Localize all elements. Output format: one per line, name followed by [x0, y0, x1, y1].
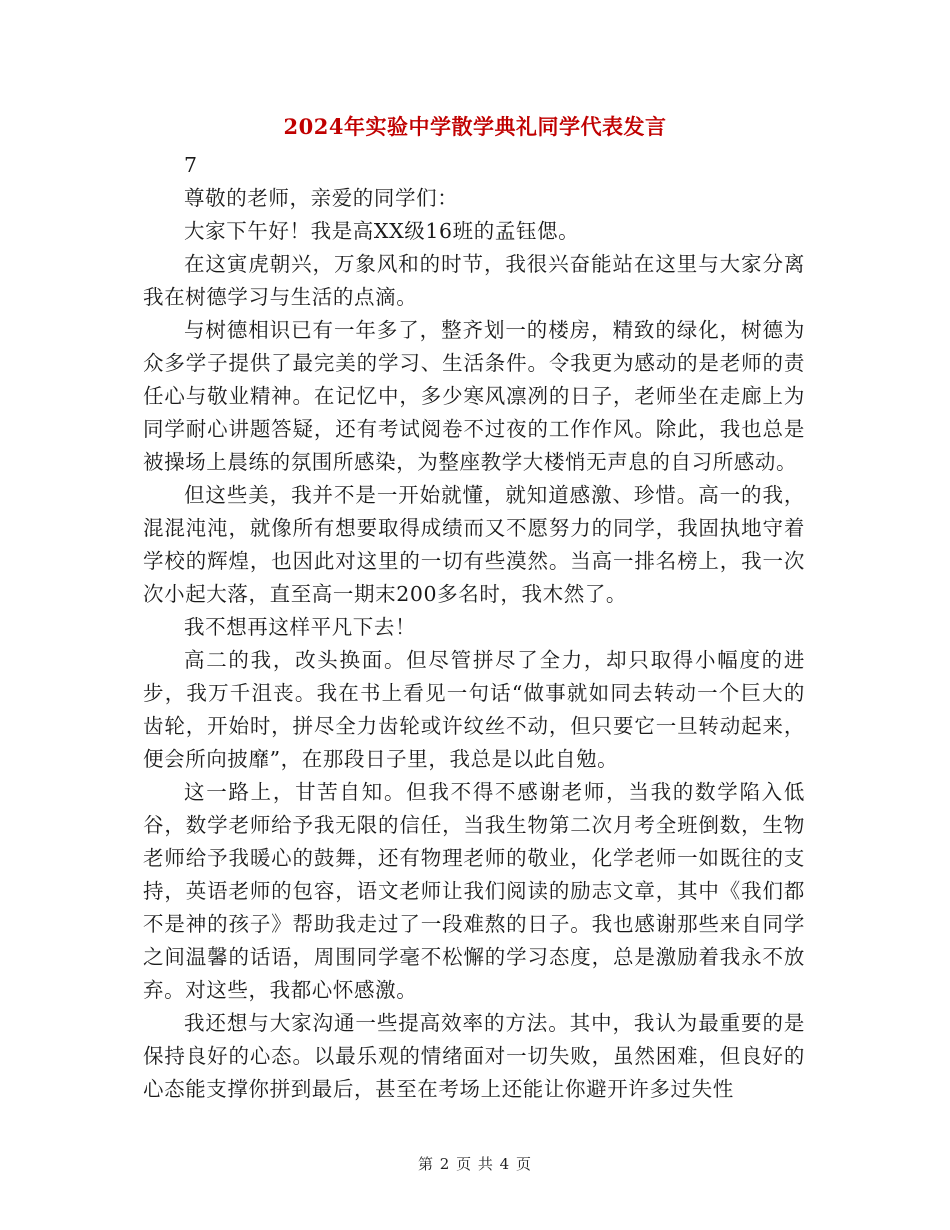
paragraph: 我不想再这样平凡下去！ [184, 615, 417, 639]
paragraph: 在这寅虎朝兴，万象风和的时节，我很兴奋能站在这里与大家分离我在树德学习与生活的点滴。 [143, 252, 805, 309]
paragraph: 7 [184, 153, 198, 177]
paragraph: 这一路上，甘苦自知。但我不得不感谢老师，当我的数学陷入低谷，数学老师给予我无限的信任，当我生物第二次月考全班倒数，生物老师给予我暖心的鼓舞，还有物理老师的敬业，化学老师一如既往的支持，英语老师的包容，语文老师让我们阅读的励志文章，其中《我们都不是神的孩子》帮助我走过了一段难熬的日子。我也感谢那些来自同学之间温馨的话语，周围同学毫不松懈的学习态度，总是激励着我永不放弃。对这些，我都心怀感激。 [143, 780, 805, 1002]
document-title: 2024年实验中学散学典礼同学代表发言 [283, 114, 667, 139]
paragraph: 但这些美，我并不是一开始就懂，就知道感激、珍惜。高一的我，混混沌沌，就像所有想要取得成绩而又不愿努力的同学，我固执地守着学校的辉煌，也因此对这里的一切有些漠然。当高一排名榜上，我一次次小起大落，直至高一期末200多名时，我木然了。 [143, 483, 805, 606]
paragraph: 尊敬的老师，亲爱的同学们： [184, 186, 459, 210]
paragraph: 高二的我，改头换面。但尽管拼尽了全力，却只取得小幅度的进步，我万千沮丧。我在书上看见一句话“做事就如同去转动一个巨大的齿轮，开始时，拼尽全力齿轮或许纹丝不动，但只要它一旦转动起来，便会所向披靡”，在那段日子里，我总是以此自勉。 [143, 648, 805, 771]
paragraph: 大家下午好！我是高XX级16班的孟钰偲。 [184, 219, 580, 243]
paragraph: 我还想与大家沟通一些提高效率的方法。其中，我认为最重要的是保持良好的心态。以最乐观的情绪面对一切失败，虽然困难，但良好的心态能支撑你拼到最后，甚至在考场上还能让你避开许多过失性 [143, 1011, 805, 1101]
document-body [143, 149, 805, 1106]
page-footer: 第 2 页 共 4 页 [418, 1155, 532, 1173]
paragraph: 与树德相识已有一年多了，整齐划一的楼房，精致的绿化，树德为众多学子提供了最完美的学习、生活条件。令我更为感动的是老师的责任心与敬业精神。在记忆中，多少寒风凛冽的日子，老师坐在走廊上为同学耐心讲题答疑，还有考试阅卷不过夜的工作作风。除此，我也总是被操场上晨练的氛围所感染，为整座教学大楼悄无声息的自习所感动。 [143, 318, 805, 474]
